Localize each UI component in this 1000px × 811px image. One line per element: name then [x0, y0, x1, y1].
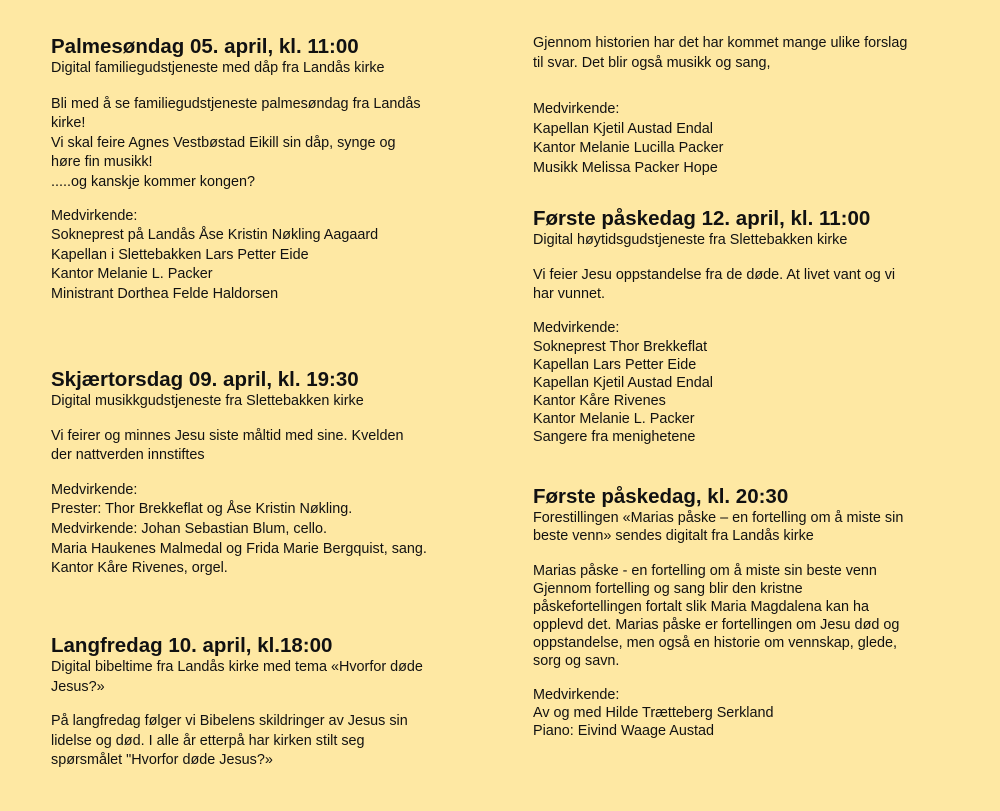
- body-line: Marias påske - en fortelling om å miste sin beste venn: [533, 563, 877, 579]
- participants-list: [51, 226, 501, 304]
- participant: Maria Haukenes Malmedal og Frida Marie Bergquist, sang.: [51, 540, 427, 557]
- section-body: [533, 562, 978, 670]
- body-line: lidelse og død. I alle år etterpå har kirken stilt seg: [51, 732, 365, 749]
- body-line: høre fin musikk!: [51, 154, 153, 171]
- participants-label: Medvirkende:: [51, 481, 138, 498]
- section-forste-paskedag-morning: [533, 207, 978, 446]
- section-title: Palmesøndag 05. april, kl. 11:00: [51, 35, 359, 58]
- participant: Av og med Hilde Trætteberg Serkland: [533, 705, 774, 721]
- participant: Kantor Melanie L. Packer: [533, 411, 695, 428]
- participant: Sokneprest på Landås Åse Kristin Nøkling Aagaard: [51, 227, 379, 244]
- section-subtitle: Digital musikkgudstjeneste fra Slettebakken kirke: [51, 393, 364, 409]
- section-title: Langfredag 10. april, kl.18:00: [51, 634, 333, 657]
- body-line: Gjennom fortelling og sang blir den kristne: [533, 581, 803, 597]
- body-line: der nattverden innstiftes: [51, 447, 205, 464]
- section-body: [51, 712, 501, 771]
- participant: Sokneprest Thor Brekkeflat: [533, 339, 708, 356]
- participant: Kapellan Kjetil Austad Endal: [533, 375, 714, 392]
- participant: Kantor Melanie Lucilla Packer: [533, 140, 724, 157]
- body-line: til svar. Det blir også musikk og sang,: [533, 54, 771, 71]
- body-line: Gjennom historien har det har kommet mange ulike forslag: [533, 35, 908, 51]
- section-body: [533, 34, 978, 73]
- section-title: Skjærtorsdag 09. april, kl. 19:30: [51, 368, 359, 391]
- participants-list: [51, 500, 501, 578]
- body-line: Vi feier Jesu oppstandelse fra de døde. At livet vant og vi: [533, 266, 896, 283]
- section-body: [51, 427, 501, 466]
- section-subtitle: [533, 509, 978, 545]
- participants-list: [533, 338, 978, 446]
- body-line: Bli med å se familiegudstjeneste palmesøndag fra Landås: [51, 95, 421, 112]
- section-forste-paskedag-evening: [533, 485, 978, 740]
- participant: Musikk Melissa Packer Hope: [533, 159, 718, 176]
- body-line: opplevd det. Marias påske er fortellingen om Jesu død og: [533, 617, 900, 633]
- participant: Medvirkende: Johan Sebastian Blum, cello.: [51, 520, 327, 537]
- subtitle-line: Jesus?»: [51, 678, 105, 695]
- participant: Sangere fra menighetene: [533, 429, 696, 446]
- section-title: Første påskedag 12. april, kl. 11:00: [533, 207, 871, 230]
- body-line: har vunnet.: [533, 286, 606, 303]
- body-line: kirke!: [51, 115, 86, 132]
- participant: Kantor Kåre Rivenes, orgel.: [51, 560, 228, 577]
- section-skjaertorsdag: [51, 368, 501, 579]
- body-line: Vi skal feire Agnes Vestbøstad Eikill sin dåp, synge og: [51, 134, 396, 151]
- participants-label: Medvirkende:: [533, 319, 620, 336]
- body-line: spørsmålet "Hvorfor døde Jesus?»: [51, 752, 273, 769]
- section-subtitle: Digital familiegudstjeneste med dåp fra Landås kirke: [51, 60, 385, 76]
- section-palmesondag: [51, 35, 501, 305]
- participant: Kapellan i Slettebakken Lars Petter Eide: [51, 246, 309, 263]
- participants-list: [533, 120, 978, 179]
- body-line: Vi feirer og minnes Jesu siste måltid med sine. Kvelden: [51, 427, 404, 444]
- section-subtitle: Digital høytidsgudstjeneste fra Slettebakken kirke: [533, 232, 848, 248]
- body-line: På langfredag følger vi Bibelens skildringer av Jesus sin: [51, 713, 408, 730]
- participant: Kapellan Lars Petter Eide: [533, 357, 697, 374]
- participant: Prester: Thor Brekkeflat og Åse Kristin Nøkling.: [51, 501, 353, 518]
- participant: Ministrant Dorthea Felde Haldorsen: [51, 285, 279, 302]
- subtitle-line: Digital bibeltime fra Landås kirke med tema «Hvorfor døde: [51, 659, 423, 675]
- participants-list: [533, 704, 978, 740]
- participant: Piano: Eivind Waage Austad: [533, 723, 715, 739]
- participant: Kapellan Kjetil Austad Endal: [533, 120, 714, 137]
- body-line: påskefortellingen fortalt slik Maria Magdalena kan ha: [533, 599, 869, 615]
- body-line: .....og kanskje kommer kongen?: [51, 173, 255, 190]
- participants-label: Medvirkende:: [533, 101, 620, 118]
- section-subtitle: [51, 658, 501, 697]
- section-title: Første påskedag, kl. 20:30: [533, 485, 789, 508]
- section-langfredag-continued: [533, 34, 978, 179]
- body-line: sorg og savn.: [533, 653, 620, 669]
- participants-label: Medvirkende:: [533, 687, 620, 703]
- participant: Kantor Melanie L. Packer: [51, 266, 213, 283]
- participants-label: Medvirkende:: [51, 207, 138, 224]
- section-langfredag: [51, 634, 501, 771]
- subtitle-line: Forestillingen «Marias påske – en fortelling om å miste sin: [533, 510, 904, 526]
- subtitle-line: beste venn» sendes digitalt fra Landås kirke: [533, 528, 814, 544]
- participant: Kantor Kåre Rivenes: [533, 393, 666, 410]
- body-line: oppstandelse, men også en historie om vennskap, glede,: [533, 635, 897, 651]
- section-body: [51, 95, 501, 193]
- section-body: [533, 266, 978, 305]
